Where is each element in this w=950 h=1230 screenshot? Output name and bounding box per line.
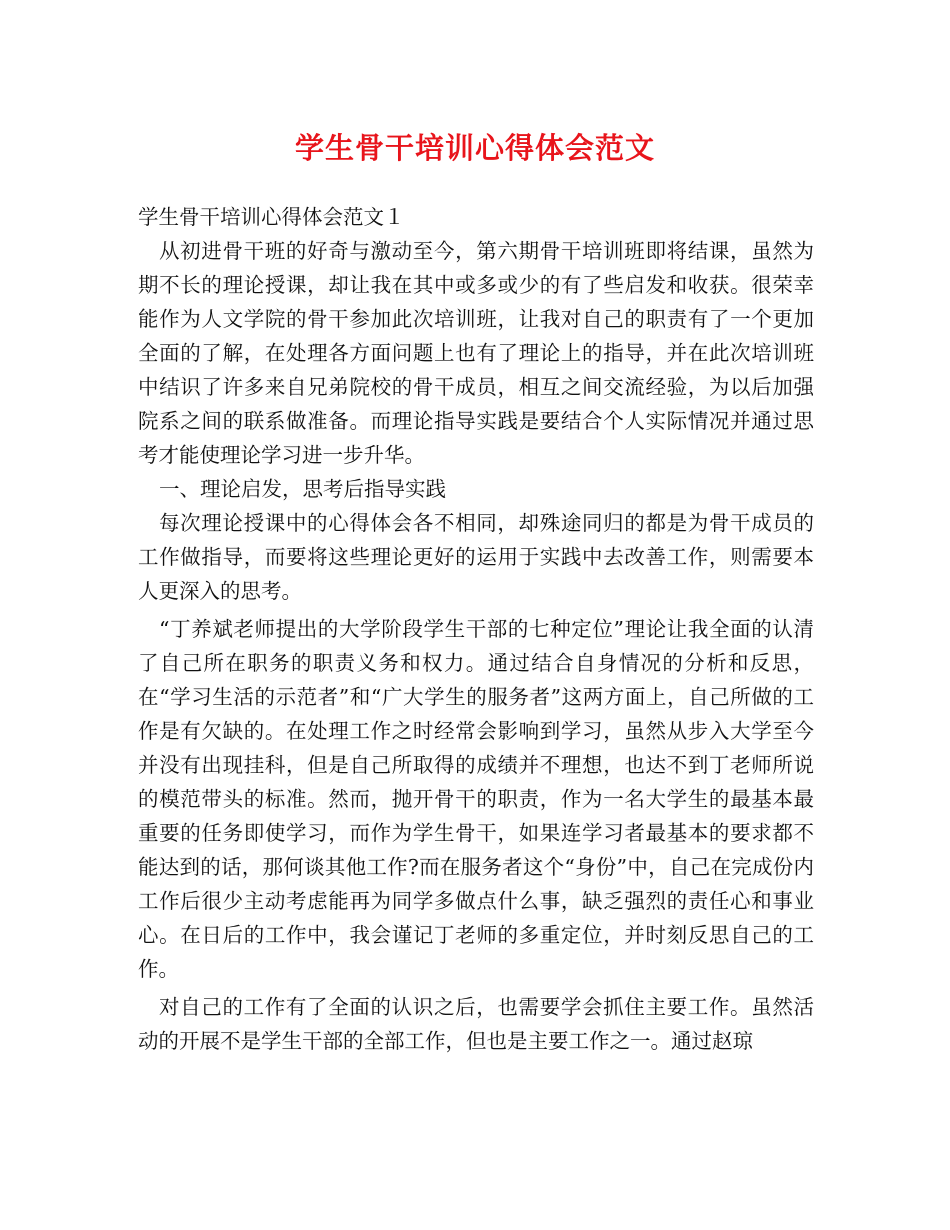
section-subtitle: 学生骨干培训心得体会范文１ (138, 205, 405, 229)
paragraph: 对自己的工作有了全面的认识之后，也需要学会抓住主要工作。虽然活动的开展不是学生干部的全部工作，但也是主要工作之一。通过赵琼 (138, 995, 814, 1053)
paragraph: 每次理论授课中的心得体会各不相同，却殊途同归的都是为骨干成员的工作做指导，而要将这些理论更好的运用于实践中去改善工作，则需要本人更深入的思考。 (138, 511, 814, 603)
paragraph: “丁养斌老师提出的大学阶段学生干部的七种定位”理论让我全面的认清了自己所在职务的职责义务和权力。通过结合自身情况的分析和反思，在“学习生活的示范者”和“广大学生的服务者”这两方面上，自己所做的工作是有欠缺的。在处理工作之时经常会影响到学习，虽然从步入大学至今并没有出现挂科，但是自己所取得的成绩并不理想，也达不到丁老师所说的模范带头的标准。然而，抛开骨干的职责，作为一名大学生的最基本最重要的任务即使学习，而作为学生骨干，如果连学习者最基本的要求都不能达到的话，那何谈其他工作?而在服务者这个“身份”中，自己在完成份内工作后很少主动考虑能再为同学多做点什么事，缺乏强烈的责任心和事业心。在日后的工作中，我会谨记丁老师的多重定位，并时刻反思自己的工作。 (138, 617, 814, 981)
section-heading: 一、理论启发，思考后指导实践 (159, 477, 446, 501)
paragraph-intro: 从初进骨干班的好奇与激动至今，第六期骨干培训班即将结课，虽然为期不长的理论授课，却让我在其中或多或少的有了些启发和收获。很荣幸能作为人文学院的骨干参加此次培训班，让我对自己的职责有了一个更加全面的了解，在处理各方面问题上也有了理论上的指导，并在此次培训班中结识了许多来自兄弟院校的骨干成员，相互之间交流经验，为以后加强院系之间的联系做准备。而理论指导实践是要结合个人实际情况并通过思考才能使理论学习进一步升华。 (138, 239, 814, 467)
document-body (138, 200, 814, 1058)
document-title: 学生骨干培训心得体会范文 (294, 131, 655, 165)
